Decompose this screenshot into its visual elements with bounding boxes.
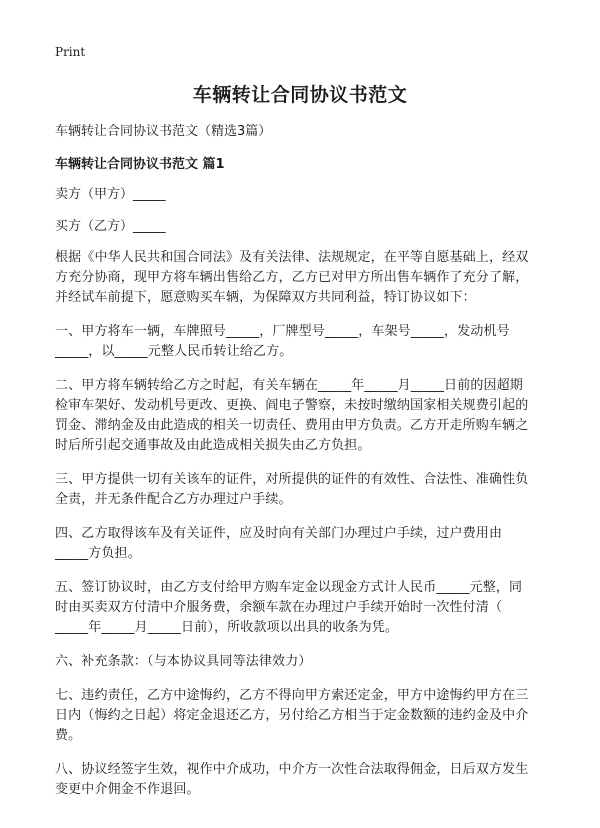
clause-line: 八、协议经签字生效，视作中介成功，中介方一次性合法取得佣金，日后双方发生	[55, 762, 529, 777]
clause-line: 方充分协商，现甲方将车辆出售给乙方，乙方已对甲方所出售车辆作了充分了解，	[55, 270, 529, 285]
clause-line: _____年_____月_____日前），所收款项以出具的收条为凭。	[55, 620, 399, 635]
clause-line: 一、甲方将车一辆，车牌照号_____，厂牌型号_____，车架号_____，发动机号	[55, 324, 510, 339]
clause-line: 四、乙方取得该车及有关证件，应及时向有关部门办理过户手续，过户费用由	[55, 526, 503, 541]
seller-line: 卖方（甲方）_____	[55, 187, 166, 202]
clause-list	[55, 248, 547, 800]
clause-line: 检审车架好、发动机号更改、更换、阎电子警察，未按时缴纳国家相关规费引起的	[55, 398, 529, 413]
clause-paragraph	[55, 652, 547, 672]
section-heading: 车辆转让合同协议书范文 篇1	[55, 157, 225, 172]
buyer-line: 买方（乙方）_____	[55, 219, 166, 234]
clause-paragraph	[55, 376, 547, 456]
clause-paragraph	[55, 470, 547, 510]
clause-line: 六、补充条款：（与本协议具同等法律效力）	[55, 654, 312, 669]
clause-line: 日内（悔约之日起）将定金退还乙方，另付给乙方相当于定金数额的违约金及中介	[55, 708, 529, 723]
clause-paragraph	[55, 686, 547, 746]
clause-paragraph	[55, 248, 547, 308]
clause-paragraph	[55, 322, 547, 362]
clause-line: _____方负担。	[55, 546, 141, 561]
clause-line: 二、甲方将车辆转给乙方之时起，有关车辆在_____年_____月_____日前的因超期	[55, 378, 523, 393]
clause-line: _____，以_____元整人民币转让给乙方。	[55, 344, 293, 359]
print-link[interactable]: Print	[55, 45, 86, 59]
clause-line: 三、甲方提供一切有关该车的证件，对所提供的证件的有效性、合法性、准确性负	[55, 472, 529, 487]
clause-paragraph	[55, 578, 547, 638]
clause-line: 七、违约责任，乙方中途悔约，乙方不得向甲方索还定金，甲方中途悔约甲方在三	[55, 688, 529, 703]
page-title: 车辆转让合同协议书范文	[192, 84, 408, 106]
clause-line: 费。	[55, 728, 82, 743]
clause-paragraph	[55, 524, 547, 564]
clause-line: 五、签订协议时，由乙方支付给甲方购车定金以现金方式计人民币_____元整，同	[55, 580, 523, 595]
clause-line: 时后所引起交通事故及由此造成相关损失由乙方负担。	[55, 438, 371, 453]
clause-line: 全责，并无条件配合乙方办理过户手续。	[55, 492, 292, 507]
document-body	[55, 121, 547, 814]
clause-line: 根据《中华人民共和国合同法》及有关法律、法规规定，在平等自愿基础上，经双	[55, 250, 529, 265]
clause-line: 并经试车前提下，愿意购买车辆，为保障双方共同利益，特订协议如下：	[55, 290, 476, 305]
clause-line: 变更中介佣金不作退回。	[55, 782, 200, 797]
clause-line: 罚金、滞纳金及由此造成的相关一切责任、费用由甲方负责。乙方开走所购车辆之	[55, 418, 529, 433]
clause-line: 时由买卖双方付清中介服务费，余额车款在办理过户手续开始时一次性付清（	[55, 600, 503, 615]
clause-paragraph	[55, 760, 547, 800]
document-subtitle: 车辆转让合同协议书范文（精选3篇）	[55, 124, 272, 139]
